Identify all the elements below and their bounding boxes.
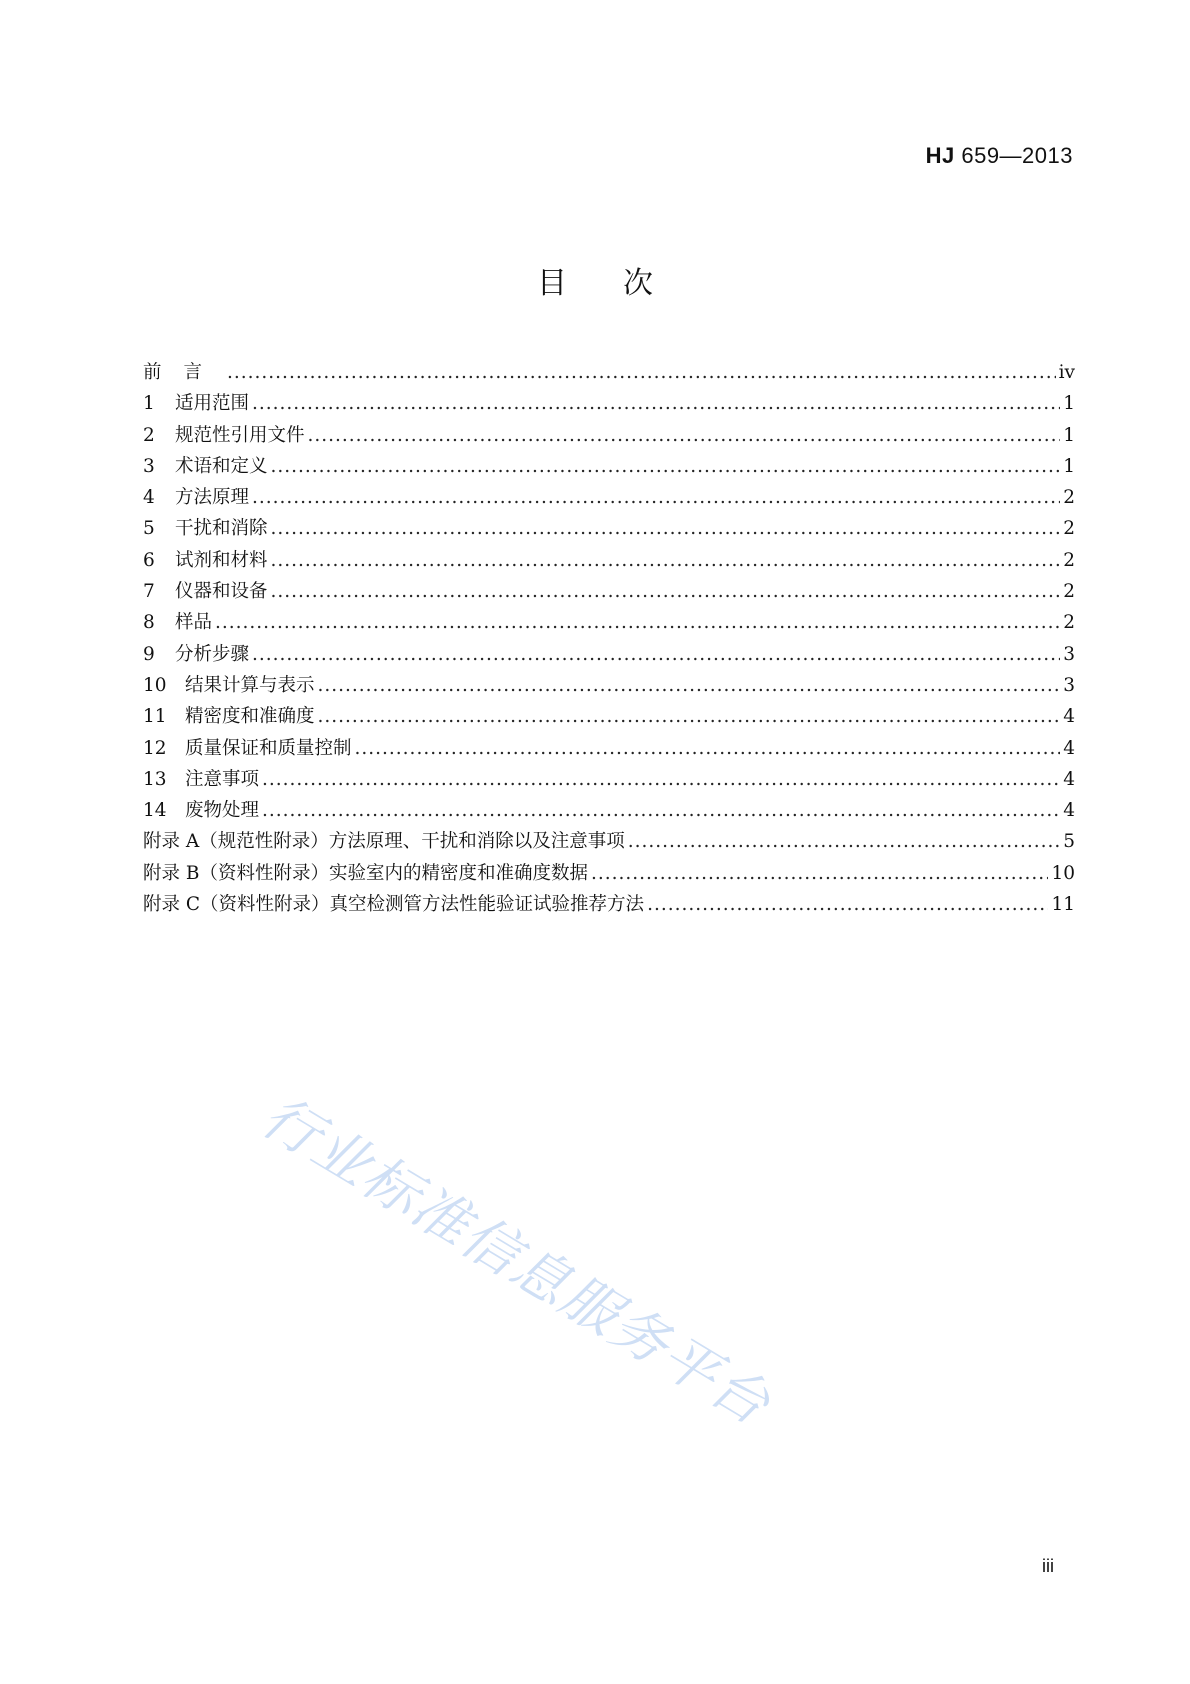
toc-entry-14[interactable]: [143, 795, 1075, 826]
toc-entry-label: 废物处理: [185, 800, 260, 822]
watermark: 行业标准信息服务平台: [250, 1083, 782, 1439]
toc-entry-page: 4: [1063, 768, 1075, 790]
toc-entry-preface[interactable]: [143, 357, 1075, 388]
toc-entry-page: 1: [1063, 424, 1075, 446]
toc-entry-label: 规范性引用文件: [175, 424, 305, 446]
toc-entry-label: 注意事项: [185, 768, 260, 790]
toc-leader-dots: [252, 482, 1060, 513]
toc-entry-page: 11: [1051, 894, 1075, 916]
toc-entry-page: 5: [1063, 831, 1075, 853]
toc-entry-page: 4: [1063, 737, 1075, 759]
toc-appendix-tag: 附录 A（规范性附录）: [143, 831, 329, 853]
toc-appendix-tag: 附录 C（资料性附录）: [143, 894, 330, 916]
toc-entry-page: 3: [1063, 674, 1075, 696]
toc-entry-6[interactable]: [143, 545, 1075, 576]
toc-entry-label: 方法原理、干扰和消除以及注意事项: [328, 831, 625, 853]
toc-leader-dots: [227, 357, 1056, 388]
toc-entry-number: 4: [143, 487, 155, 509]
toc-entry-label: 试剂和材料: [175, 549, 268, 571]
toc-leader-dots: [318, 701, 1061, 732]
toc-leader-dots: [262, 764, 1060, 795]
toc-leader-dots: [318, 670, 1061, 701]
page-number: iii: [1042, 1556, 1054, 1576]
toc-entry-label: 样品: [175, 612, 213, 634]
standard-code-number: 659—2013: [961, 143, 1073, 168]
toc-entry-number: 12: [143, 737, 167, 759]
toc-entry-label: 前言: [143, 362, 225, 383]
toc-entry-9[interactable]: [143, 639, 1075, 670]
toc-entry-appendix-a[interactable]: [143, 826, 1075, 857]
toc-entry-label: 实验室内的精密度和准确度数据: [328, 862, 588, 884]
toc-entry-number: 11: [143, 706, 167, 728]
toc-entry-number: 10: [143, 674, 167, 696]
toc-entry-page: iv: [1058, 362, 1075, 383]
toc-entry-11[interactable]: [143, 701, 1075, 732]
toc-entry-number: 2: [143, 424, 155, 446]
toc-leader-dots: [262, 795, 1060, 826]
toc-entry-5[interactable]: [143, 513, 1075, 544]
toc-entry-number: 5: [143, 518, 155, 540]
toc-entry-page: 3: [1063, 643, 1075, 665]
toc-entry-1[interactable]: [143, 388, 1075, 419]
toc-leader-dots: [355, 733, 1061, 764]
toc-entry-4[interactable]: [143, 482, 1075, 513]
toc-entry-13[interactable]: [143, 764, 1075, 795]
standard-code: [926, 143, 1073, 169]
toc-leader-dots: [628, 826, 1060, 857]
toc-appendix-tag: 附录 B（资料性附录）: [143, 862, 329, 884]
toc-entry-label: 方法原理: [175, 487, 250, 509]
toc-leader-dots: [271, 513, 1061, 544]
toc-entry-label: 仪器和设备: [175, 581, 268, 603]
toc-leader-dots: [271, 451, 1061, 482]
toc-entry-number: 14: [143, 800, 167, 822]
toc-leader-dots: [252, 639, 1060, 670]
toc-entry-label: 术语和定义: [175, 455, 268, 477]
toc-leader-dots: [308, 420, 1061, 451]
toc-leader-dots: [252, 388, 1060, 419]
toc-entry-page: 4: [1063, 800, 1075, 822]
toc-entry-2[interactable]: [143, 420, 1075, 451]
toc-entry-label: 分析步骤: [175, 643, 250, 665]
toc-entry-page: 2: [1063, 612, 1075, 634]
toc-entry-number: 6: [143, 549, 155, 571]
toc-entry-label: 结果计算与表示: [185, 674, 315, 696]
toc-entry-page: 2: [1063, 549, 1075, 571]
toc-entry-label: 干扰和消除: [175, 518, 268, 540]
toc-entry-number: 1: [143, 393, 155, 415]
toc-entry-label: 精密度和准确度: [185, 706, 315, 728]
toc-leader-dots: [591, 858, 1048, 889]
toc-entry-number: 3: [143, 455, 155, 477]
toc-leader-dots: [271, 545, 1061, 576]
table-of-contents: [143, 357, 1075, 920]
toc-entry-7[interactable]: [143, 576, 1075, 607]
toc-entry-number: 7: [143, 581, 155, 603]
toc-leader-dots: [647, 889, 1048, 920]
toc-entry-page: 2: [1063, 487, 1075, 509]
toc-entry-label: 质量保证和质量控制: [185, 737, 352, 759]
toc-title: 目次: [537, 266, 709, 301]
toc-leader-dots: [215, 607, 1060, 638]
toc-entry-number: 13: [143, 768, 167, 790]
toc-entry-page: 2: [1063, 581, 1075, 603]
toc-entry-appendix-c[interactable]: [143, 889, 1075, 920]
toc-entry-10[interactable]: [143, 670, 1075, 701]
toc-entry-page: 1: [1063, 393, 1075, 415]
toc-entry-number: 9: [143, 643, 155, 665]
toc-entry-page: 10: [1051, 862, 1075, 884]
toc-entry-appendix-b[interactable]: [143, 858, 1075, 889]
toc-entry-number: 8: [143, 612, 155, 634]
toc-entry-page: 1: [1063, 455, 1075, 477]
toc-entry-page: 2: [1063, 518, 1075, 540]
toc-entry-label: 适用范围: [175, 393, 250, 415]
toc-entry-page: 4: [1063, 706, 1075, 728]
toc-entry-12[interactable]: [143, 733, 1075, 764]
standard-code-prefix: HJ: [925, 143, 955, 168]
toc-leader-dots: [271, 576, 1061, 607]
toc-entry-label: 真空检测管方法性能验证试验推荐方法: [329, 894, 645, 916]
toc-entry-8[interactable]: [143, 607, 1075, 638]
toc-entry-3[interactable]: [143, 451, 1075, 482]
